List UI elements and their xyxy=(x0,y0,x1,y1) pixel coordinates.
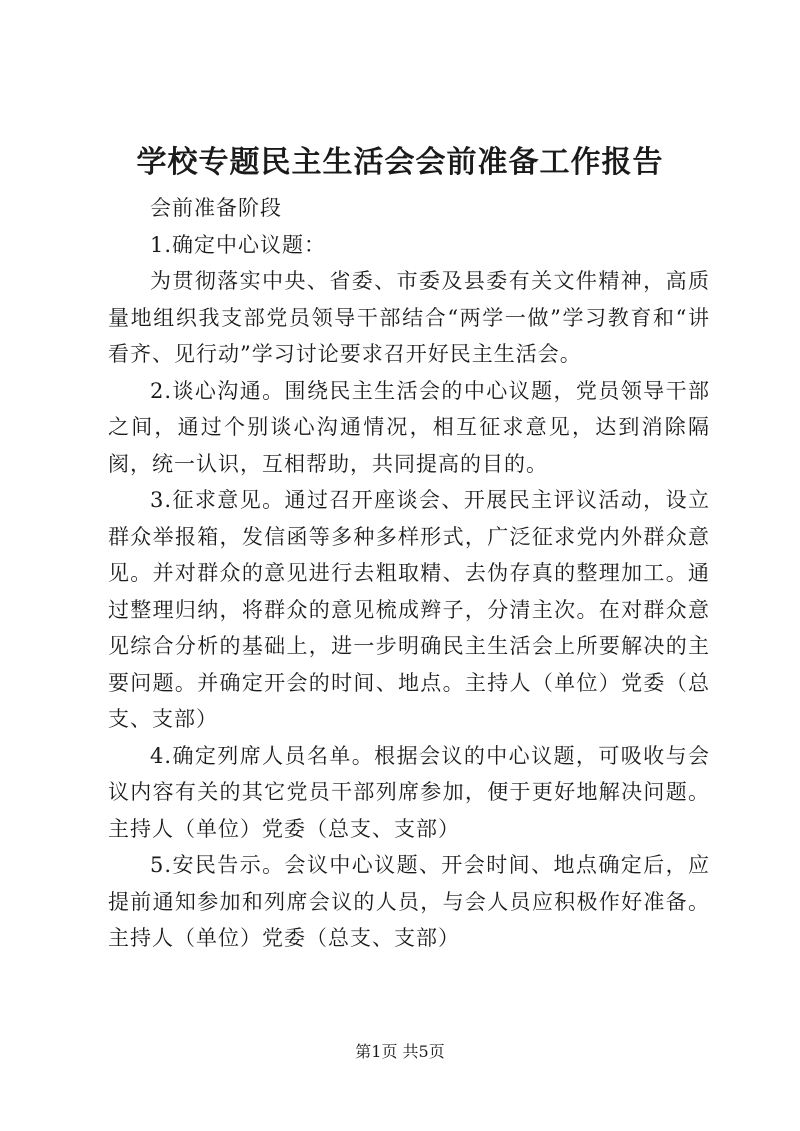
paragraph-item-1-text: 为贯彻落实中央、省委、市委及县委有关文件精神，高质量地组织我支部党员领导干部结合“两学一做”学习教育和“讲看齐、见行动”学习讨论要求召开好民主生活会。 xyxy=(108,269,710,366)
document-body xyxy=(108,190,710,957)
page-number-footer: 第1页 共5页 xyxy=(355,1042,445,1061)
paragraph-item-2: 2.谈心沟通。围绕民主生活会的中心议题，党员领导干部之间，通过个别谈心沟通情况，相互征求意见，达到消除隔阂，统一认识，互相帮助，共同提高的目的。 xyxy=(108,378,710,476)
paragraph-item-3: 3.征求意见。通过召开座谈会、开展民主评议活动，设立群众举报箱，发信函等多种多样形式，广泛征求党内外群众意见。并对群众的意见进行去粗取精、去伪存真的整理加工。通过整理归纳，将群众的意见梳成辫子，分清主次。在对群众意见综合分析的基础上，进一步明确民主生活会上所要解决的主要问题。并确定开会的时间、地点。主持人（单位）党委（总支、支部） xyxy=(108,488,710,731)
paragraph-item-4: 4.确定列席人员名单。根据会议的中心议题，可吸收与会议内容有关的其它党员干部列席参加，便于更好地解决问题。主持人（单位）党委（总支、支部） xyxy=(108,743,710,841)
section-heading: 会前准备阶段 xyxy=(150,196,282,220)
paragraph-item-1-heading: 1.确定中心议题： xyxy=(150,232,327,257)
paragraph-item-5: 5.安民告示。会议中心议题、开会时间、地点确定后，应提前通知参加和列席会议的人员，与会人员应积极作好准备。主持人（单位）党委（总支、支部） xyxy=(108,853,710,950)
document-title: 学校专题民主生活会会前准备工作报告 xyxy=(136,145,664,180)
